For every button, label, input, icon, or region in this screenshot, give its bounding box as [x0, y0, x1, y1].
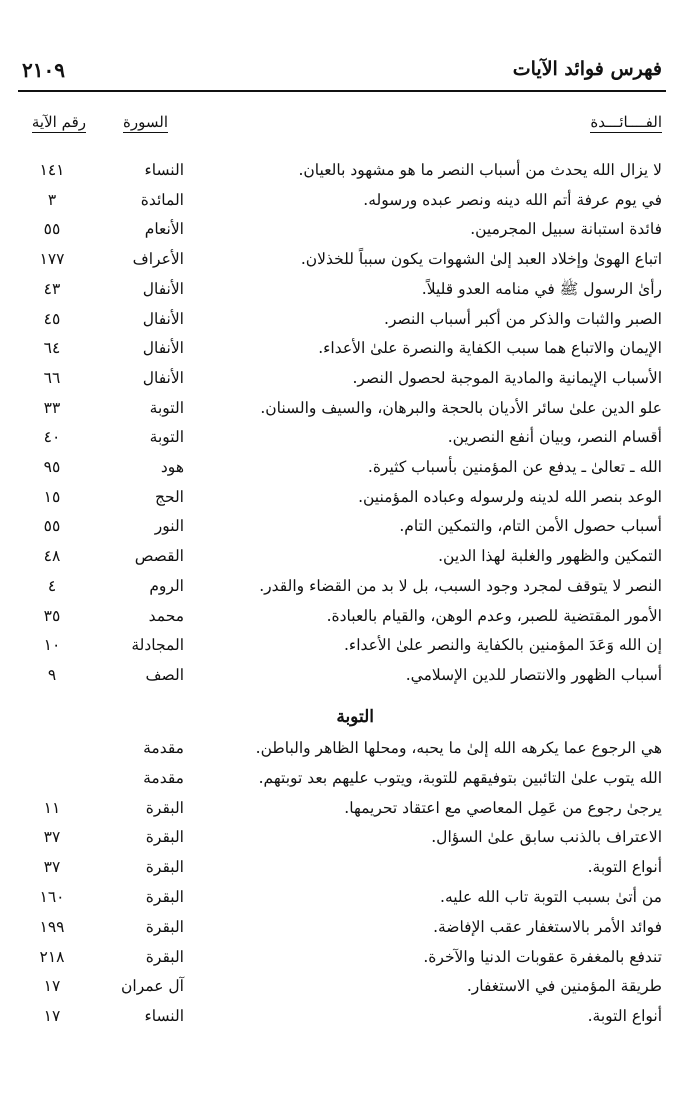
verse-number: ٣٧: [43, 858, 61, 877]
benefit-text: الأسباب الإيمانية والمادية الموجبة لحصول النصر.: [352, 368, 662, 387]
benefit-text: أقسام النصر، وبيان أنفع النصرين.: [447, 428, 662, 447]
index-row: [0, 660, 684, 691]
verse-number: ١٩٩: [39, 917, 65, 936]
surah-name: الأنفال: [142, 339, 184, 358]
benefit-text: التمكين والظهور والغلبة لهذا الدين.: [438, 547, 662, 566]
index-row: [0, 185, 684, 216]
surah-name: المائدة: [140, 190, 184, 209]
index-row: [0, 452, 684, 483]
surah-name: البقرة: [145, 947, 184, 966]
verse-number: ٣٥: [43, 606, 61, 625]
benefit-text: الاعتراف بالذنب سابق علىٰ السؤال.: [431, 828, 662, 847]
surah-name: المجادلة: [131, 636, 184, 655]
header-rule: [18, 90, 666, 92]
verse-number: ١٧: [43, 977, 61, 996]
index-row: [0, 822, 684, 853]
index-row: [0, 214, 684, 245]
verse-number: ٣٣: [43, 398, 61, 417]
page-number: ٢١٠٩: [22, 58, 65, 82]
benefit-text: أنواع التوبة.: [587, 858, 662, 877]
verse-number: ٩: [47, 665, 57, 684]
surah-name: النور: [154, 517, 184, 536]
index-row: [0, 793, 684, 824]
benefit-text: فائدة استبانة سبيل المجرمين.: [470, 220, 662, 239]
surah-name: البقرة: [145, 917, 184, 936]
index-row: [0, 541, 684, 572]
index-row: [0, 393, 684, 424]
index-row: [0, 511, 684, 542]
benefit-text: تندفع بالمغفرة عقوبات الدنيا والآخرة.: [423, 947, 662, 966]
benefit-text: لا يزال الله يحدث من أسباب النصر ما هو مشهود بالعيان.: [298, 161, 662, 179]
surah-name: النساء: [144, 161, 184, 179]
verse-number: ٦٦: [43, 368, 61, 387]
surah-name: البقرة: [145, 798, 184, 817]
surah-name: الأنعام: [144, 220, 184, 239]
verse-number: ٤٠: [43, 428, 61, 447]
verse-number: ٣٧: [43, 828, 61, 847]
surah-name: البقرة: [145, 858, 184, 877]
verse-number: ١٥: [43, 487, 61, 506]
benefit-text: أسباب الظهور والانتصار للدين الإسلامي.: [405, 665, 662, 684]
index-row: [0, 630, 684, 661]
index-row: [0, 304, 684, 335]
index-row: [0, 333, 684, 364]
surah-name: الأعراف: [132, 250, 184, 269]
verse-number: ٤: [47, 576, 57, 595]
index-row: [0, 733, 684, 764]
running-title: فهرس فوائد الآيات: [512, 58, 662, 80]
index-row: [0, 971, 684, 1002]
surah-name: التوبة: [149, 428, 184, 447]
index-row: [0, 155, 684, 186]
verse-number: ١٤١: [39, 161, 65, 179]
surah-name: محمد: [148, 606, 184, 625]
benefit-text: طريقة المؤمنين في الاستغفار.: [466, 977, 662, 996]
index-row: [0, 363, 684, 394]
verse-number: ٥٥: [43, 517, 61, 536]
column-header-verse: رقم الآية: [31, 113, 86, 131]
verse-number: ٤٥: [43, 309, 61, 328]
index-row: [0, 852, 684, 883]
index-row: [0, 882, 684, 913]
verse-number: ٩٥: [43, 458, 61, 476]
surah-name: مقدمة: [143, 768, 184, 787]
verse-number: ٥٥: [43, 220, 61, 239]
index-row: [0, 763, 684, 794]
verse-number: ٤٣: [43, 279, 61, 298]
index-row: [0, 244, 684, 275]
surah-name: الروم: [149, 576, 184, 595]
index-row: [0, 601, 684, 632]
surah-name: البقرة: [145, 828, 184, 847]
index-row: [0, 482, 684, 513]
surah-name: هود: [160, 458, 184, 476]
verse-number: ٢١٨: [39, 947, 65, 966]
surah-name: مقدمة: [143, 739, 184, 757]
surah-name: التوبة: [149, 398, 184, 417]
index-row: [0, 1001, 684, 1032]
surah-name: الأنفال: [142, 279, 184, 298]
column-header-surah: السورة: [123, 113, 168, 131]
benefit-text: أسباب حصول الأمن التام، والتمكين التام.: [399, 517, 662, 536]
benefit-text: هي الرجوع عما يكرهه الله إلىٰ ما يحبه، ومحلها الظاهر والباطن.: [255, 739, 662, 757]
index-row: [0, 942, 684, 973]
surah-name: آل عمران: [121, 977, 184, 996]
surah-name: القصص: [134, 547, 184, 566]
surah-name: الحج: [154, 487, 184, 506]
benefit-text: يرجىٰ رجوع من عَمِل المعاصي مع اعتقاد تحريمها.: [344, 798, 662, 817]
surah-name: الأنفال: [142, 309, 184, 328]
surah-name: الصف: [145, 665, 184, 684]
index-row: [0, 912, 684, 943]
verse-number: ٣: [47, 190, 57, 209]
surah-name: الأنفال: [142, 368, 184, 387]
benefit-text: إن الله وَعَدَ المؤمنين بالكفاية والنصر علىٰ الأعداء.: [343, 636, 662, 655]
benefit-text: الصبر والثبات والذكر من أكبر أسباب النصر.: [384, 309, 662, 328]
benefit-text: الإيمان والاتباع هما سبب الكفاية والنصرة علىٰ الأعداء.: [318, 339, 662, 358]
verse-number: ١٠: [43, 636, 61, 655]
benefit-text: الله يتوب علىٰ التائبين بتوفيقهم للتوبة، ويتوب عليهم بعد توبتهم.: [258, 768, 662, 787]
section-heading: التوبة: [336, 707, 374, 727]
benefit-text: علو الدين علىٰ سائر الأديان بالحجة والبرهان، والسيف والسنان.: [260, 398, 662, 417]
benefit-text: الأمور المقتضية للصبر، وعدم الوهن، والقيام بالعبادة.: [326, 606, 662, 625]
benefit-text: الله ـ تعالىٰ ـ يدفع عن المؤمنين بأسباب كثيرة.: [367, 458, 662, 476]
verse-number: ١٦٠: [39, 888, 65, 906]
verse-number: ٤٨: [43, 547, 61, 566]
index-row: [0, 274, 684, 305]
index-row: [0, 571, 684, 602]
verse-number: ١٧: [43, 1007, 61, 1026]
verse-number: ١٧٧: [39, 250, 65, 269]
column-header-benefit: الفــــائـــدة: [590, 113, 662, 131]
surah-name: النساء: [144, 1007, 184, 1026]
benefit-text: الوعد بنصر الله لدينه ولرسوله وعباده المؤمنين.: [358, 487, 662, 506]
index-row: [0, 422, 684, 453]
benefit-text: أنواع التوبة.: [587, 1007, 662, 1026]
verse-number: ١١: [43, 798, 61, 817]
benefit-text: رأىٰ الرسول ﷺ في منامه العدو قليلاً.: [421, 279, 662, 298]
benefit-text: من أتىٰ بسبب التوبة تاب الله عليه.: [440, 888, 662, 906]
surah-name: البقرة: [145, 888, 184, 906]
verse-number: ٦٤: [43, 339, 61, 358]
benefit-text: فوائد الأمر بالاستغفار عقب الإفاضة.: [433, 917, 662, 936]
benefit-text: في يوم عرفة أتم الله دينه ونصر عبده ورسوله.: [363, 190, 662, 209]
benefit-text: النصر لا يتوقف لمجرد وجود السبب، بل لا بد من القضاء والقدر.: [259, 576, 662, 595]
benefit-text: اتباع الهوىٰ وإخلاد العبد إلىٰ الشهوات يكون سبباً للخذلان.: [300, 250, 662, 269]
